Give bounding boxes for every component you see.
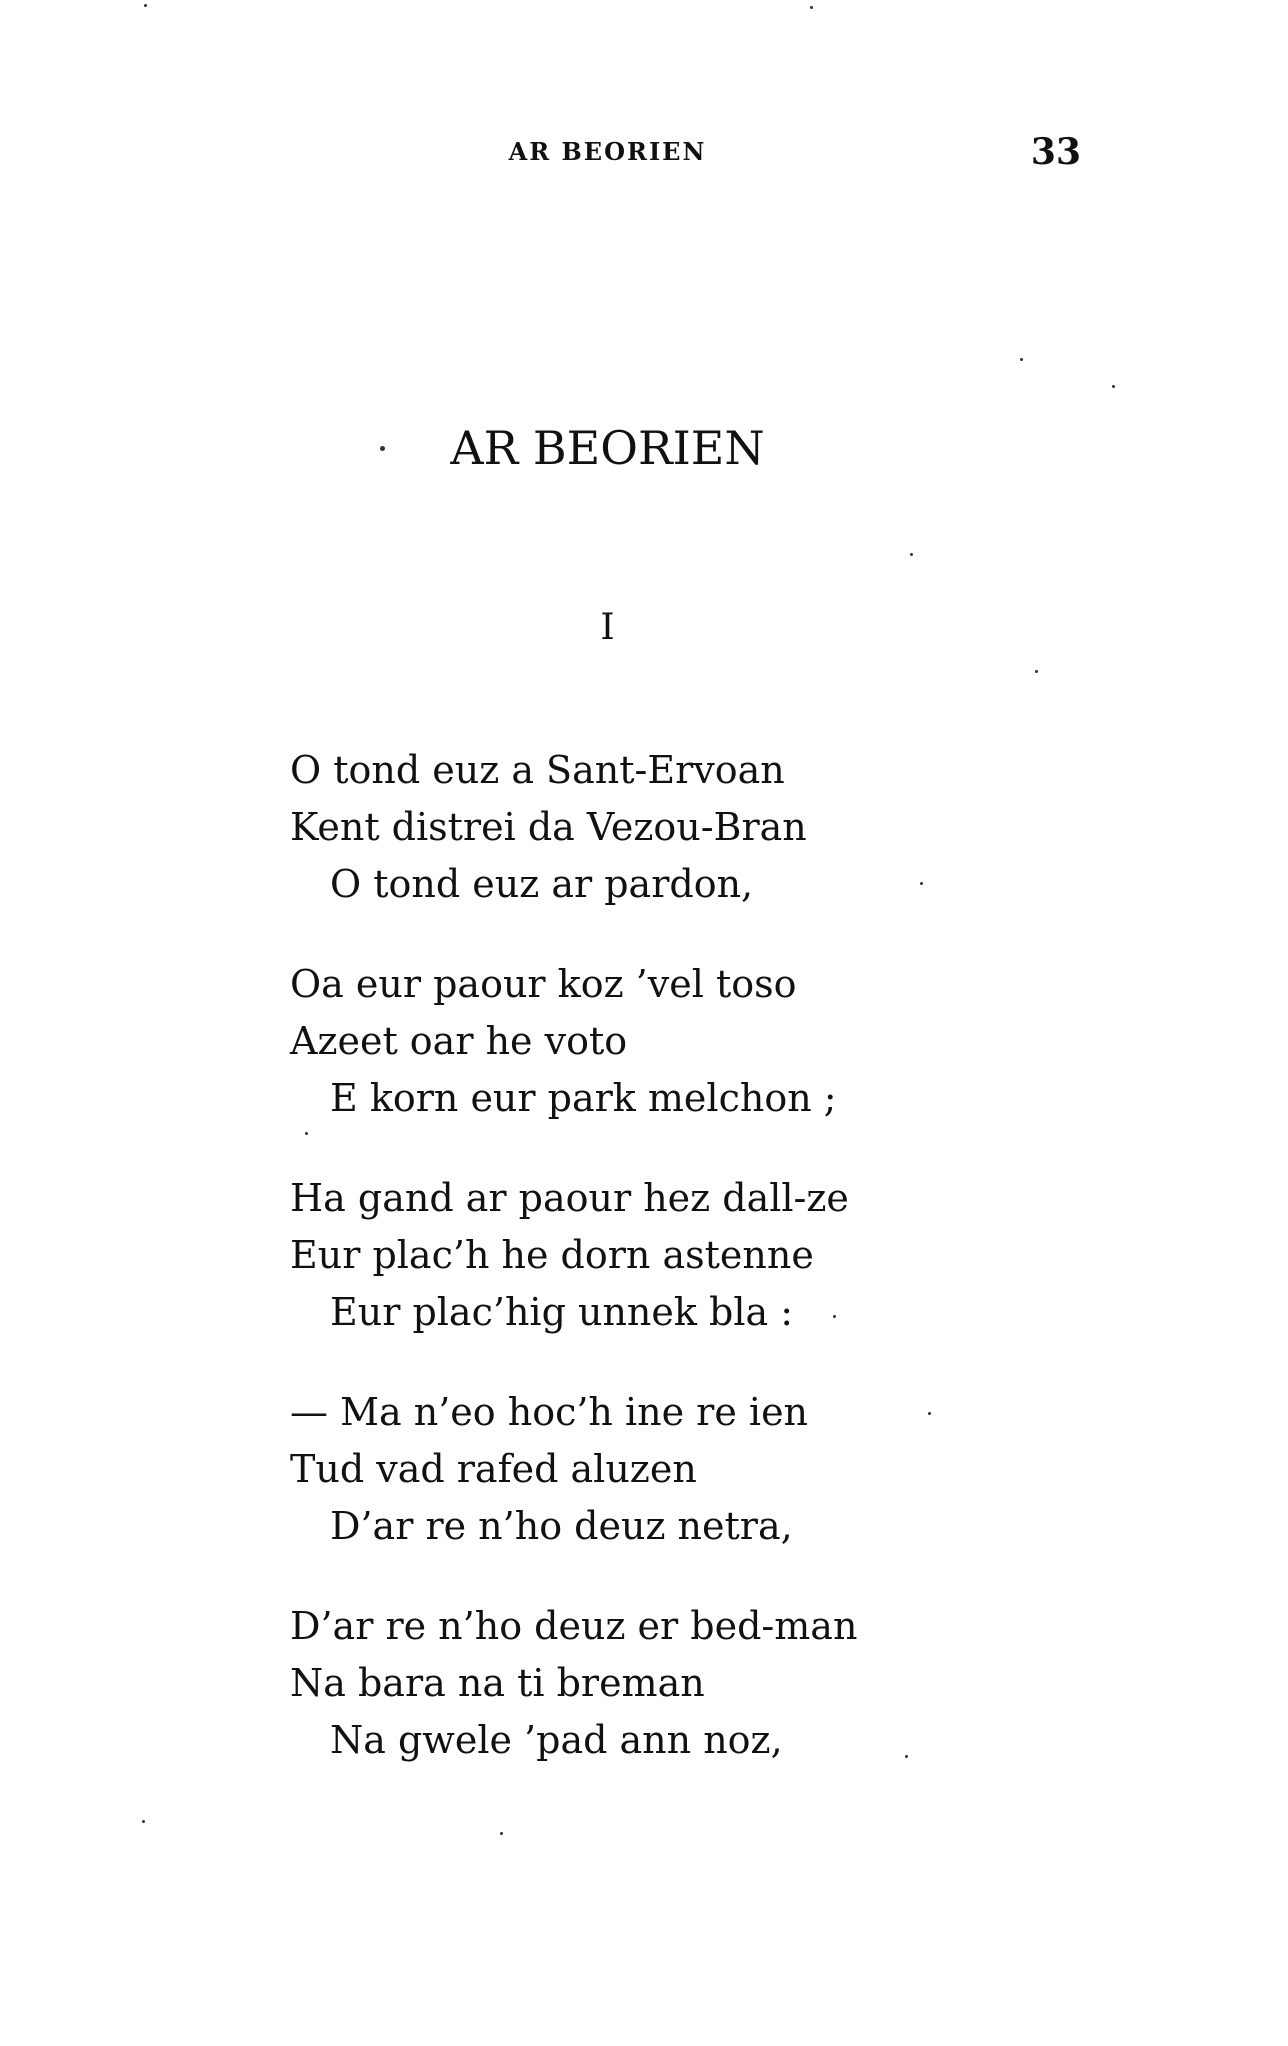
paper-speck [810, 6, 813, 9]
verse-line: Azeet oar he voto [290, 1019, 628, 1063]
paper-speck [905, 1755, 908, 1758]
stanza [290, 742, 910, 913]
paper-speck [1035, 670, 1038, 673]
section-numeral: I [600, 607, 615, 648]
verse-line: Eur plac’hig unnek bla : [330, 1290, 794, 1334]
running-head [0, 132, 1288, 172]
verse-line: Oa eur paour koz ’vel toso [290, 962, 797, 1006]
poem-title: AR BEORIEN [450, 421, 765, 475]
page-number: 33 [1030, 131, 1081, 173]
stanza [290, 956, 910, 1127]
running-title: AR BEORIEN [508, 137, 707, 166]
paper-speck [305, 1132, 308, 1135]
verse-line: Tud vad rafed aluzen [290, 1447, 697, 1491]
verse-line: — Ma n’eo hoc’h ine re ien [290, 1390, 809, 1434]
verse-line: D’ar re n’ho deuz er bed-man [290, 1604, 858, 1648]
paper-speck [910, 553, 913, 556]
poem-body [290, 742, 910, 1812]
verse-line: O tond euz a Sant-Ervoan [290, 748, 785, 792]
verse-line: D’ar re n’ho deuz netra, [330, 1504, 793, 1548]
paper-speck [1112, 385, 1115, 388]
stanza [290, 1598, 910, 1769]
stanza [290, 1170, 910, 1341]
verse-line: Kent distrei da Vezou-Bran [290, 805, 807, 849]
verse-line: Ha gand ar paour hez dall-ze [290, 1176, 849, 1220]
stanza [290, 1384, 910, 1555]
verse-line: Na bara na ti breman [290, 1661, 705, 1705]
paper-speck [928, 1412, 931, 1415]
paper-speck [920, 882, 923, 885]
paper-speck [500, 1832, 503, 1835]
verse-line: O tond euz ar pardon, [330, 862, 754, 906]
verse-line: Eur plac’h he dorn astenne [290, 1233, 814, 1277]
verse-line: E korn eur park melchon ; [330, 1076, 837, 1120]
paper-speck [144, 4, 147, 7]
paper-speck [833, 1315, 836, 1318]
verse-line: Na gwele ’pad ann noz, [330, 1718, 783, 1762]
paper-speck [1020, 358, 1023, 361]
paper-speck [380, 446, 385, 451]
paper-speck [142, 1820, 145, 1823]
